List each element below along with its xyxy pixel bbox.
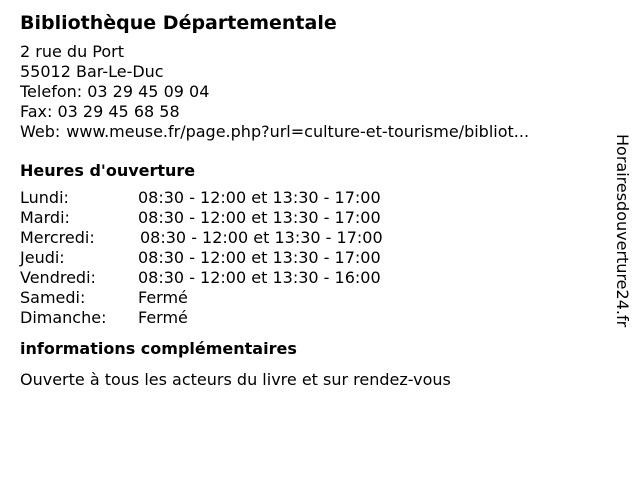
time-value: Fermé — [138, 308, 188, 327]
additional-info-heading: informations complémentaires — [20, 339, 297, 358]
day-label: Lundi: — [20, 188, 69, 207]
hours-row-saturday — [20, 288, 600, 308]
additional-info-text: Ouverte à tous les acteurs du livre et sur rendez-vous — [20, 370, 451, 389]
day-label: Dimanche: — [20, 308, 107, 327]
hours-row-sunday — [20, 308, 600, 328]
library-name: Bibliothèque Départementale — [20, 12, 337, 34]
fax-number: Fax: 03 29 45 68 58 — [20, 102, 180, 121]
website-link[interactable]: www.meuse.fr/page.php?url=culture-et-tourisme/bibliot... — [66, 122, 530, 141]
opening-hours-table — [20, 188, 600, 328]
brand-link[interactable]: Horairesdouverture24.fr — [613, 134, 632, 328]
time-value: Fermé — [138, 288, 188, 307]
phone-number: Telefon: 03 29 45 09 04 — [20, 82, 210, 101]
address-line-1: 2 rue du Port — [20, 42, 125, 61]
website-label: Web: — [20, 122, 61, 141]
day-label: Vendredi: — [20, 268, 96, 287]
hours-row-monday — [20, 188, 600, 208]
time-value: 08:30 - 12:00 et 13:30 - 17:00 — [138, 208, 381, 227]
website-row — [20, 122, 600, 142]
time-value: 08:30 - 12:00 et 13:30 - 16:00 — [138, 268, 381, 287]
day-label: Mardi: — [20, 208, 70, 227]
time-value: 08:30 - 12:00 et 13:30 - 17:00 — [138, 188, 381, 207]
time-value: 08:30 - 12:00 et 13:30 - 17:00 — [140, 228, 383, 247]
opening-hours-heading: Heures d'ouverture — [20, 161, 196, 180]
hours-row-thursday — [20, 248, 600, 268]
day-label: Jeudi: — [20, 248, 65, 267]
hours-row-wednesday — [20, 228, 600, 248]
hours-row-friday — [20, 268, 600, 288]
library-info-card — [20, 10, 600, 390]
day-label: Mercredi: — [20, 228, 95, 247]
hours-row-tuesday — [20, 208, 600, 228]
time-value: 08:30 - 12:00 et 13:30 - 17:00 — [138, 248, 381, 267]
address-line-2: 55012 Bar-Le-Duc — [20, 62, 164, 81]
day-label: Samedi: — [20, 288, 86, 307]
